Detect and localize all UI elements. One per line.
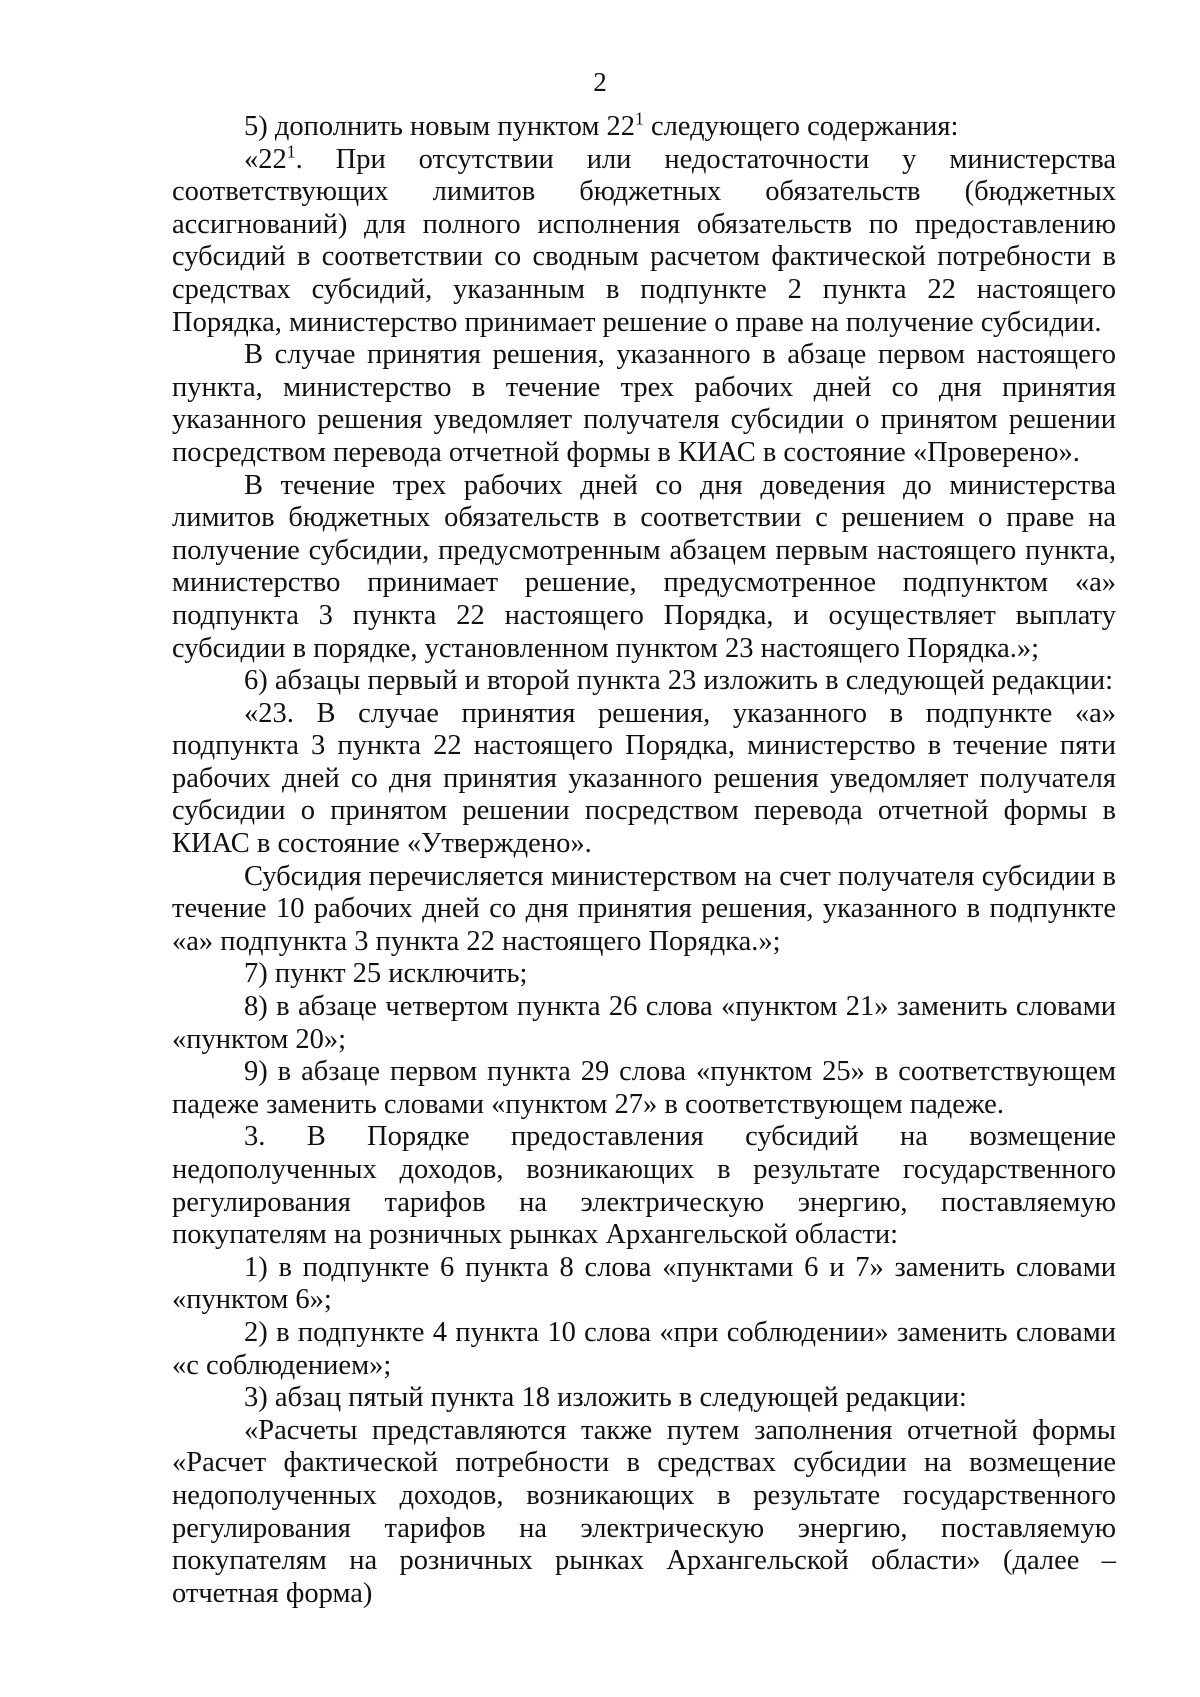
paragraph: «23. В случае принятия решения, указанного в подпункте «а» подпункта 3 пункта 22 настоящего Порядка, министерство в течение пяти рабочих дней со дня принятия указанного решения уведомляет получателя субсидии о принятом решении посредством перевода отчетной формы в КИАС в состояние «Утверждено». [172,697,1116,860]
document-body [172,108,1116,1609]
paragraph: 9) в абзаце первом пункта 29 слова «пунктом 25» в соответствующем падеже заменить словами «пунктом 27» в соответствующем падеже. [172,1056,1116,1120]
superscript: 1 [286,141,296,161]
paragraph: В течение трех рабочих дней со дня доведения до министерства лимитов бюджетных обязательств в соответствии с решением о праве на получение субсидии, предусмотренным абзацем первым настоящего пункта, министерство принимает решение, предусмотренное подпунктом «а» подпункта 3 пункта 22 настоящего Порядка, и осуществляет выплату субсидии в порядке, установленном пунктом 23 настоящего Порядка.»; [172,469,1116,664]
paragraph: 6) абзацы первый и второй пункта 23 изложить в следующей редакции: [244,665,1114,697]
paragraph-22-1: «$22^1$. При отсутствии или недостаточности у министерства соответствующих лимитов бюджетных обязательств (бюджетных ассигнований) для полного исполнения обязательств по предоставлению субсидий в соответствии со сводным расчетом фактической потребности в средствах субсидий, указанным в подпункте 2 пункта 22 настоящего Порядка, министерство принимает решение о праве на получение субсидии. [172,141,1116,338]
paragraph: 3) абзац пятый пункта 18 изложить в следующей редакции: [244,1382,967,1414]
paragraph: 8) в абзаце четвертом пункта 26 слова «пунктом 21» заменить словами «пунктом 20»; [172,991,1116,1055]
paragraph-continued: «Расчеты представляются также путем заполнения отчетной формы «Расчет фактической потребности в средствах субсидии на возмещение недополученных доходов, возникающих в результате государственного регулирования тарифов на электрическую энергию, поставляемую покупателям на розничных рынках Архангельской области» (далее – отчетная форма) [172,1414,1116,1609]
superscript: 1 [634,108,644,129]
paragraph: 2) в подпункте 4 пункта 10 слова «при соблюдении» заменить словами «с соблюдением»; [172,1316,1116,1381]
paragraph: 7) пункт 25 исключить; [244,958,528,990]
page-number: 2 [593,67,607,97]
paragraph-5-addition: 5) дополнить новым пунктом $22^1$ следующего содержания: [244,108,959,142]
paragraph: 3. В Порядке предоставления субсидий на возмещение недополученных доходов, возникающих в результате государственного регулирования тарифов на электрическую энергию, поставляемую покупателям на розничных рынках Архангельской области: [172,1121,1116,1251]
paragraph: 1) в подпункте 6 пункта 8 слова «пунктами 6 и 7» заменить словами «пунктом 6»; [172,1251,1116,1316]
paragraph: Субсидия перечисляется министерством на счет получателя субсидии в течение 10 рабочих дней со дня принятия решения, указанного в подпункте «а» подпункта 3 пункта 22 настоящего Порядка.»; [172,860,1116,957]
paragraph: В случае принятия решения, указанного в абзаце первом настоящего пункта, министерство в течение трех рабочих дней со дня принятия указанного решения уведомляет получателя субсидии о принятом решении посредством перевода отчетной формы в КИАС в состояние «Проверено». [172,339,1116,468]
